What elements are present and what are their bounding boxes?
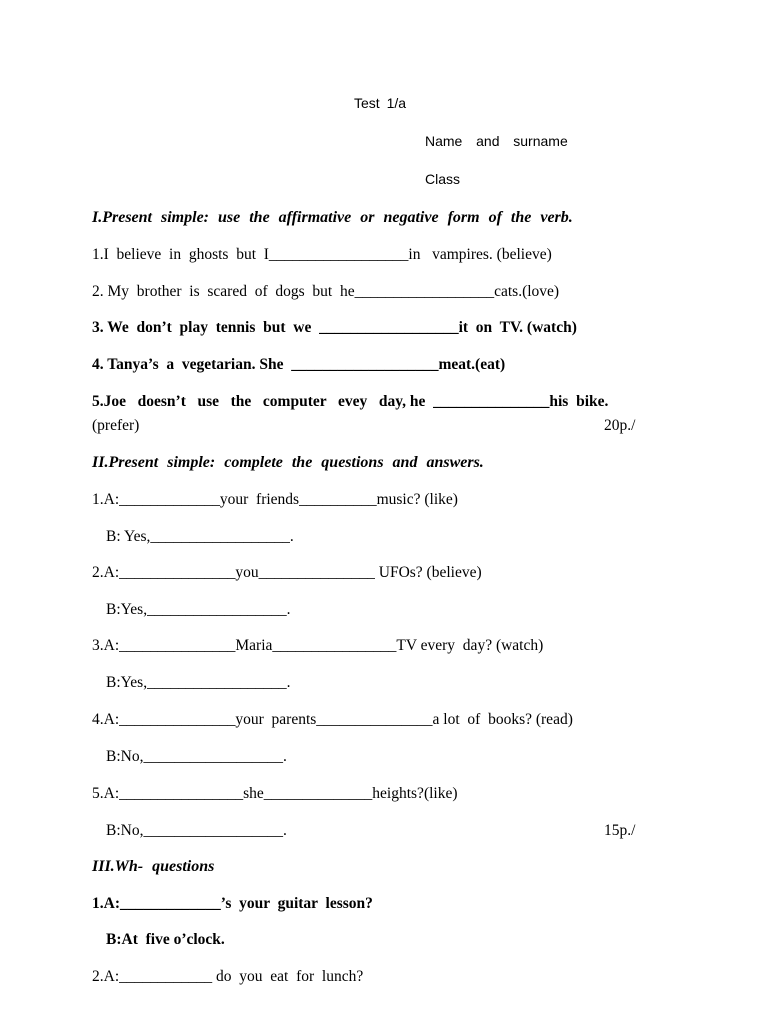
section3-q1-a: 1.A:_____________’s your guitar lesson? xyxy=(92,895,373,912)
section3-q2-a: 2.A:____________ do you eat for lunch? xyxy=(92,968,364,985)
section1-item-5: 5.Joe doesn’t use the computer evey day, he _______________his bike. xyxy=(92,393,609,410)
section1-item-3: 3. We don’t play tennis but we __________________it on TV. (watch) xyxy=(92,319,577,336)
section1-heading: I.Present simple: use the affirmative or negative form of the verb. xyxy=(92,209,573,226)
class-label: Class xyxy=(425,171,461,187)
section2-q1-a: 1.A:_____________your friends__________music? (like) xyxy=(92,491,458,508)
section2-q2-a: 2.A:_______________you_______________ UFOs? (believe) xyxy=(92,564,482,581)
section2-q2-b: B:Yes,__________________. xyxy=(106,601,291,618)
section2-q5-b: B:No,__________________. xyxy=(106,822,287,839)
section3-heading: III.Wh- questions xyxy=(92,858,215,875)
section1-item-2: 2. My brother is scared of dogs but he__________________cats.(love) xyxy=(92,283,560,300)
section2-q3-a: 3.A:_______________Maria________________TV every day? (watch) xyxy=(92,637,544,654)
section3-q1-b: B:At five o’clock. xyxy=(106,931,225,948)
section2-q4-b: B:No,__________________. xyxy=(106,748,287,765)
section2-heading: II.Present simple: complete the questions and answers. xyxy=(92,454,484,471)
section2-q5-a: 5.A:________________she______________heights?(like) xyxy=(92,785,458,802)
section2-points: 15p./ xyxy=(604,822,636,839)
section2-q3-b: B:Yes,__________________. xyxy=(106,674,291,691)
section1-item-1: 1.I believe in ghosts but I__________________in vampires. (believe) xyxy=(92,246,552,263)
section1-points: 20p./ xyxy=(604,417,636,434)
name-and-surname-label: Name and surname xyxy=(425,133,568,149)
test-title: Test 1/a xyxy=(354,95,407,111)
section1-item-4: 4. Tanya’s a vegetarian. She ___________________meat.(eat) xyxy=(92,356,506,373)
section1-item-5-verb: (prefer) xyxy=(92,417,140,434)
section2-q1-b: B: Yes,__________________. xyxy=(106,528,294,545)
section2-q4-a: 4.A:_______________your parents_______________a lot of books? (read) xyxy=(92,711,573,728)
